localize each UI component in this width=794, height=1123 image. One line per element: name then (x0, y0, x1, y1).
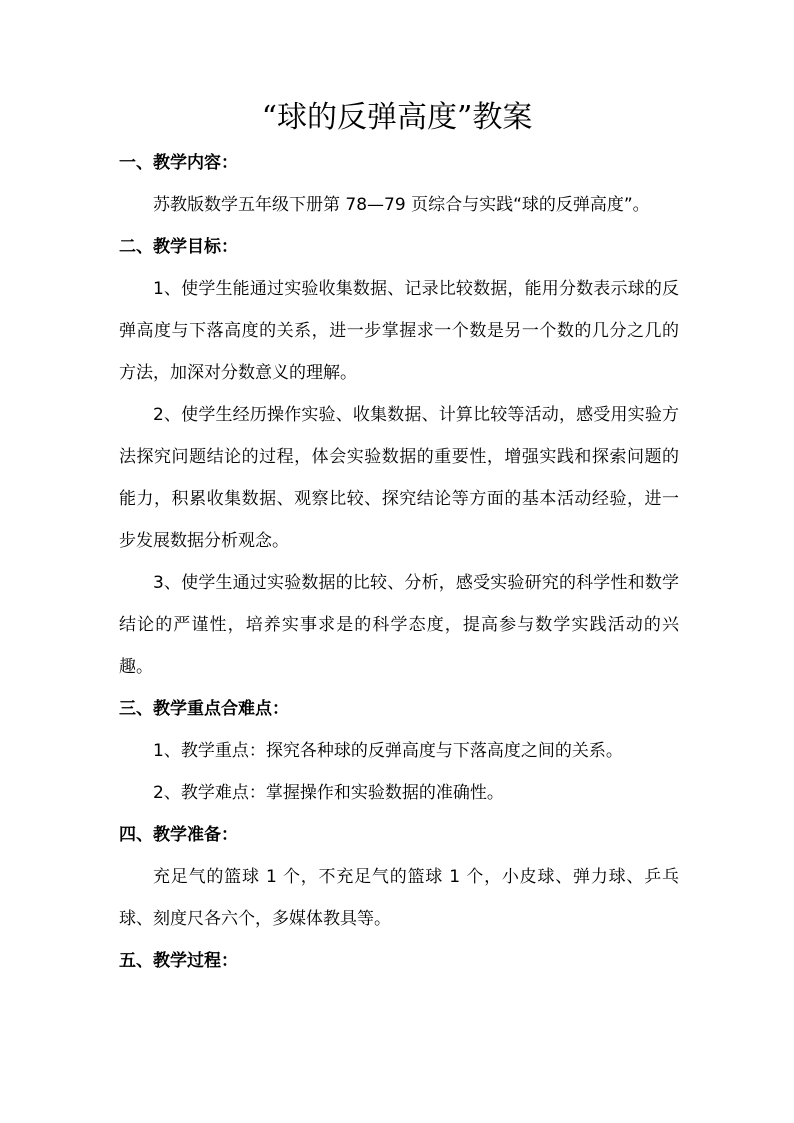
section-teaching-objectives (119, 226, 679, 688)
section-heading: 二、教学目标： (119, 237, 238, 257)
section-heading: 三、教学重点合难点： (119, 699, 289, 719)
section-preparation (119, 814, 679, 940)
document-body (119, 142, 679, 982)
paragraph: 充足气的篮球 1 个，不充足气的篮球 1 个，小皮球、弹力球、乒乓球、刻度尺各六个，多媒体教具等。 (119, 867, 679, 929)
paragraph: 1、使学生能通过实验收集数据、记录比较数据，能用分数表示球的反弹高度与下落高度的关系，进一步掌握求一个数是另一个数的几分之几的方法，加深对分数意义的理解。 (119, 279, 679, 383)
paragraph: 2、教学难点：掌握操作和实验数据的准确性。 (153, 783, 504, 803)
section-heading: 五、教学过程： (119, 951, 238, 971)
section-process (119, 940, 679, 982)
paragraph: 3、使学生通过实验数据的比较、分析，感受实验研究的科学性和数学结论的严谨性，培养实事求是的科学态度，提高参与数学实践活动的兴趣。 (119, 573, 679, 677)
document-title: “球的反弹高度”教案 (261, 100, 533, 135)
section-heading: 一、教学内容： (119, 153, 238, 173)
paragraph: 2、使学生经历操作实验、收集数据、计算比较等活动，感受用实验方法探究问题结论的过程，体会实验数据的重要性，增强实践和探索问题的能力，积累收集数据、观察比较、探究结论等方面的基本活动经验，进一步发展数据分析观念。 (119, 405, 679, 551)
section-key-points (119, 688, 679, 814)
paragraph: 苏教版数学五年级下册第 78—79 页综合与实践“球的反弹高度”。 (153, 195, 650, 215)
section-teaching-content (119, 142, 679, 226)
section-heading: 四、教学准备： (119, 825, 238, 845)
paragraph: 1、教学重点：探究各种球的反弹高度与下落高度之间的关系。 (153, 741, 623, 761)
